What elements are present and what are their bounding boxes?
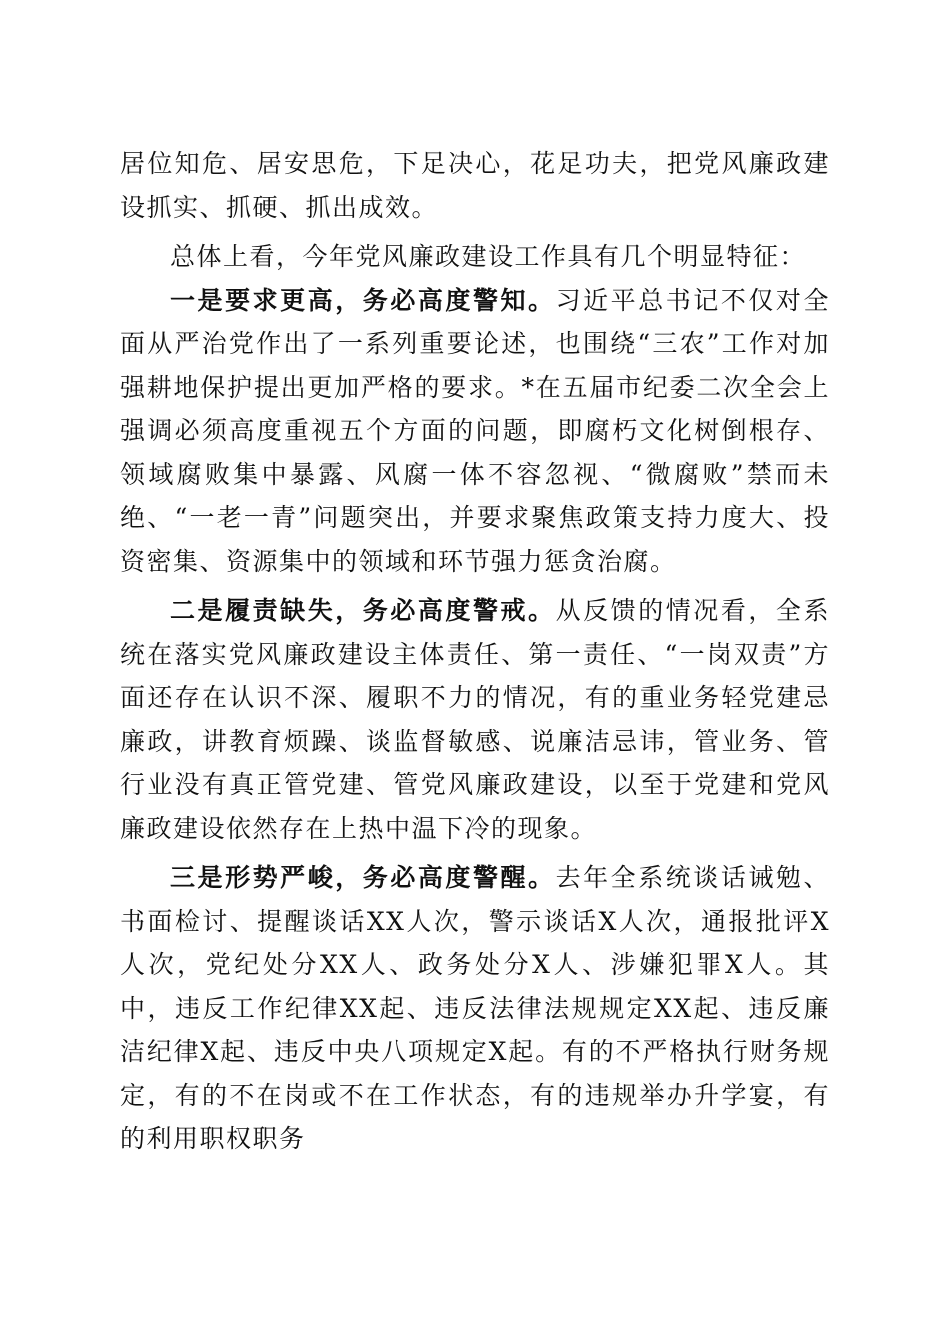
paragraph-lead: 二是履责缺失，务必高度警戒。	[170, 596, 556, 625]
paragraph-summary	[120, 235, 830, 279]
paragraph-text: 从反馈的情况看，全系统在落实党风廉政建设主体责任、第一责任、“一岗双责”方面还存在认识不深、履职不力的情况，有的重业务轻党建忌廉政，讲教育烦躁、谈监督敏感、说廉洁忌讳，管业务、管行业没有真正管党建、管党风廉政建设，以至于党建和党风廉政建设依然存在上热中温下冷的现象。	[120, 596, 830, 843]
paragraph-text: 总体上看，今年党风廉政建设工作具有几个明显特征：	[170, 242, 807, 271]
paragraph-text: 去年全系统谈话诫勉、书面检讨、提醒谈话XX人次，警示谈话X人次，通报批评X人次，党纪处分XX人、政务处分X人、涉嫌犯罪X人。其中，违反工作纪律XX起、违反法律法规规定XX起、违反廉洁纪律X起、违反中央八项规定X起。有的不严格执行财务规定，有的不在岗或不在工作状态，有的违规举办升学宴，有的利用职权职务	[120, 863, 830, 1153]
paragraph-lead: 三是形势严峻，务必高度警醒。	[170, 863, 556, 892]
paragraph-point-three	[120, 856, 830, 1161]
paragraph-lead: 一是要求更高，务必高度警知。	[170, 285, 556, 315]
paragraph-text: 居位知危、居安思危，下足决心，花足功夫，把党风廉政建设抓实、抓硬、抓出成效。	[120, 149, 830, 222]
paragraph-text: 习近平总书记不仅对全面从严治党作出了一系列重要论述，也围绕“三农”工作对加强耕地保护提出更加严格的要求。*在五届市纪委二次全会上强调必须高度重视五个方面的问题，即腐朽文化树倒根存、领域腐败集中暴露、风腐一体不容忽视、“微腐败”禁而未绝、“一老一青”问题突出，并要求聚焦政策支持力度大、投资密集、资源集中的领域和环节强力惩贪治腐。	[120, 285, 830, 576]
document-body	[120, 142, 830, 1161]
paragraph-point-one	[120, 279, 830, 584]
paragraph-continuation	[120, 142, 830, 229]
paragraph-point-two	[120, 589, 830, 850]
